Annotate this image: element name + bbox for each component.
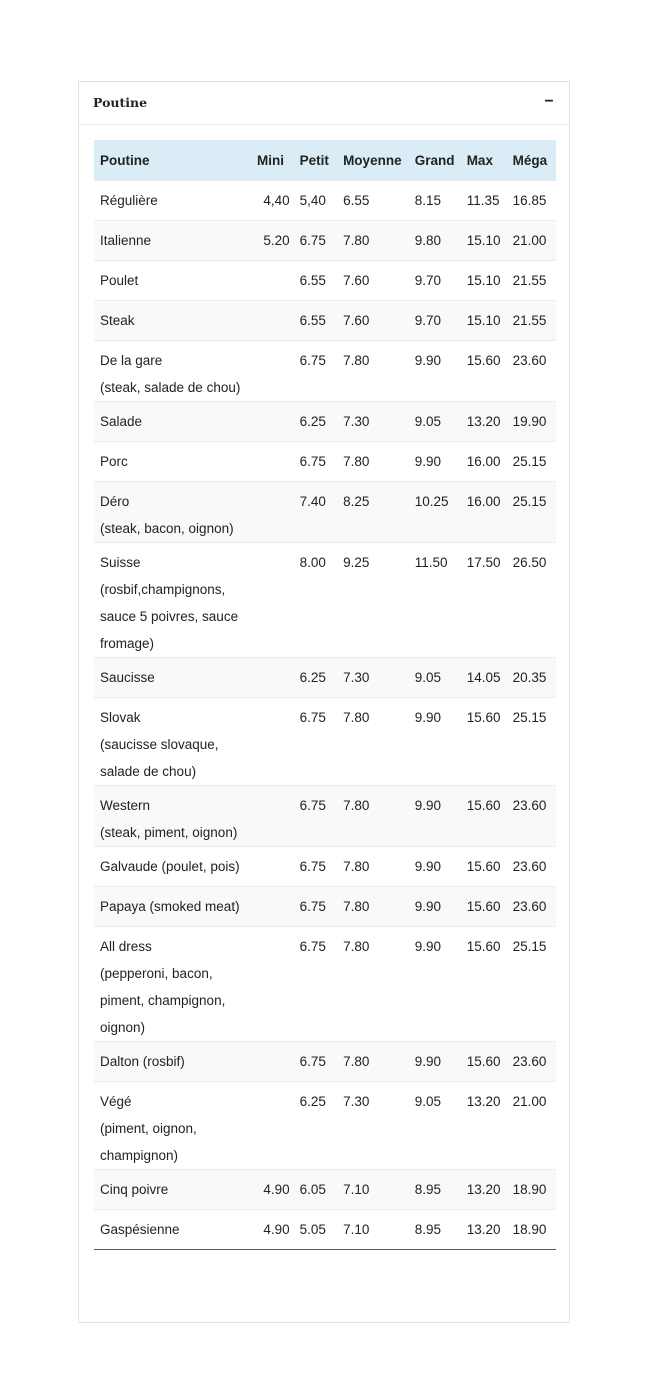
- cell-grand: 8.95: [409, 1210, 461, 1250]
- table-row: [94, 1082, 556, 1170]
- item-description: (steak, piment, oignon): [100, 825, 238, 840]
- cell-moyenne: 7.10: [337, 1210, 409, 1250]
- header-moyenne: Moyenne: [337, 140, 409, 181]
- item-name: Déro: [100, 494, 130, 509]
- item-name: Galvaude (poulet, pois): [100, 859, 240, 874]
- collapse-icon[interactable]: −: [544, 93, 554, 110]
- cell-petit: 6.75: [294, 786, 337, 847]
- item-name: Gaspésienne: [100, 1222, 180, 1237]
- table-row: [94, 1210, 556, 1250]
- cell-max: 15.60: [461, 698, 507, 786]
- cell-item-name: [94, 847, 251, 887]
- table-row: [94, 927, 556, 1042]
- cell-item-name: [94, 1210, 251, 1250]
- cell-mini: [251, 261, 294, 301]
- cell-moyenne: 7.30: [337, 1082, 409, 1170]
- cell-mini: 4.90: [251, 1170, 294, 1210]
- cell-max: 15.10: [461, 261, 507, 301]
- cell-moyenne: 7.30: [337, 658, 409, 698]
- cell-mega: 21.00: [507, 1082, 556, 1170]
- cell-grand: 9.70: [409, 301, 461, 341]
- cell-mega: 25.15: [507, 927, 556, 1042]
- cell-max: 13.20: [461, 1210, 507, 1250]
- cell-grand: 9.70: [409, 261, 461, 301]
- cell-moyenne: 7.10: [337, 1170, 409, 1210]
- table-row: [94, 341, 556, 402]
- cell-petit: 7.40: [294, 482, 337, 543]
- table-row: [94, 658, 556, 698]
- table-row: [94, 698, 556, 786]
- accordion-title: Poutine: [93, 95, 148, 110]
- cell-moyenne: 7.80: [337, 887, 409, 927]
- cell-grand: 9.90: [409, 927, 461, 1042]
- cell-mini: [251, 698, 294, 786]
- poutine-accordion-panel: [78, 81, 570, 1323]
- cell-max: 15.60: [461, 927, 507, 1042]
- cell-max: 11.35: [461, 181, 507, 221]
- poutine-price-table: [94, 140, 556, 1250]
- cell-mini: [251, 1082, 294, 1170]
- cell-petit: 8.00: [294, 543, 337, 658]
- item-name: Végé: [100, 1094, 132, 1109]
- table-row: [94, 543, 556, 658]
- item-name: Salade: [100, 414, 143, 429]
- item-name: Porc: [100, 454, 128, 469]
- cell-moyenne: 7.30: [337, 402, 409, 442]
- cell-petit: 6.75: [294, 341, 337, 402]
- item-name: Papaya (smoked meat): [100, 899, 240, 914]
- item-name: De la gare: [100, 353, 163, 368]
- item-name: Poulet: [100, 273, 139, 288]
- cell-max: 17.50: [461, 543, 507, 658]
- cell-mega: 23.60: [507, 887, 556, 927]
- cell-grand: 9.05: [409, 1082, 461, 1170]
- cell-mega: 20.35: [507, 658, 556, 698]
- cell-item-name: [94, 482, 251, 543]
- cell-item-name: [94, 1042, 251, 1082]
- cell-mini: 4.90: [251, 1210, 294, 1250]
- table-row: [94, 442, 556, 482]
- cell-petit: 6.05: [294, 1170, 337, 1210]
- cell-petit: 5.05: [294, 1210, 337, 1250]
- cell-grand: 9.05: [409, 658, 461, 698]
- cell-item-name: [94, 402, 251, 442]
- cell-moyenne: 8.25: [337, 482, 409, 543]
- cell-item-name: [94, 301, 251, 341]
- item-description: (pepperoni, bacon, piment, champignon, oignon): [100, 966, 226, 1035]
- cell-item-name: [94, 341, 251, 402]
- cell-grand: 11.50: [409, 543, 461, 658]
- table-header-row: [94, 140, 556, 181]
- cell-petit: 6.75: [294, 887, 337, 927]
- item-description: (rosbif,champignons, sauce 5 poivres, sauce fromage): [100, 582, 239, 651]
- item-name: Italienne: [100, 233, 152, 248]
- table-row: [94, 786, 556, 847]
- cell-item-name: [94, 442, 251, 482]
- cell-max: 16.00: [461, 482, 507, 543]
- cell-grand: 9.90: [409, 887, 461, 927]
- cell-moyenne: 7.80: [337, 442, 409, 482]
- cell-mini: [251, 301, 294, 341]
- cell-petit: 6.55: [294, 261, 337, 301]
- header-max: Max: [461, 140, 507, 181]
- cell-mini: [251, 786, 294, 847]
- table-row: [94, 301, 556, 341]
- item-name: Western: [100, 798, 151, 813]
- cell-mega: 23.60: [507, 341, 556, 402]
- cell-max: 15.60: [461, 1042, 507, 1082]
- cell-grand: 9.80: [409, 221, 461, 261]
- cell-grand: 9.90: [409, 847, 461, 887]
- cell-mega: 21.00: [507, 221, 556, 261]
- cell-item-name: [94, 181, 251, 221]
- cell-max: 13.20: [461, 1170, 507, 1210]
- cell-item-name: [94, 1170, 251, 1210]
- cell-mini: [251, 482, 294, 543]
- cell-petit: 6.75: [294, 847, 337, 887]
- cell-moyenne: 7.60: [337, 261, 409, 301]
- cell-item-name: [94, 698, 251, 786]
- cell-moyenne: 7.80: [337, 786, 409, 847]
- cell-item-name: [94, 221, 251, 261]
- cell-item-name: [94, 927, 251, 1042]
- cell-moyenne: 7.80: [337, 927, 409, 1042]
- cell-max: 15.10: [461, 301, 507, 341]
- cell-petit: 6.25: [294, 658, 337, 698]
- cell-moyenne: 9.25: [337, 543, 409, 658]
- cell-mega: 25.15: [507, 482, 556, 543]
- cell-grand: 8.15: [409, 181, 461, 221]
- cell-petit: 6.75: [294, 927, 337, 1042]
- cell-mini: [251, 847, 294, 887]
- header-petit: Petit: [294, 140, 337, 181]
- cell-mega: 25.15: [507, 442, 556, 482]
- cell-mega: 21.55: [507, 261, 556, 301]
- cell-mini: [251, 1042, 294, 1082]
- cell-max: 13.20: [461, 1082, 507, 1170]
- cell-mega: 23.60: [507, 786, 556, 847]
- table-row: [94, 1170, 556, 1210]
- cell-item-name: [94, 261, 251, 301]
- cell-mega: 23.60: [507, 847, 556, 887]
- cell-max: 13.20: [461, 402, 507, 442]
- cell-item-name: [94, 543, 251, 658]
- cell-item-name: [94, 887, 251, 927]
- cell-petit: 6.55: [294, 301, 337, 341]
- cell-item-name: [94, 786, 251, 847]
- table-row: [94, 847, 556, 887]
- cell-petit: 6.75: [294, 442, 337, 482]
- cell-mini: [251, 658, 294, 698]
- cell-mega: 19.90: [507, 402, 556, 442]
- cell-petit: 6.75: [294, 1042, 337, 1082]
- cell-mini: 4,40: [251, 181, 294, 221]
- cell-mega: 21.55: [507, 301, 556, 341]
- cell-item-name: [94, 1082, 251, 1170]
- cell-moyenne: 7.80: [337, 1042, 409, 1082]
- cell-mini: [251, 402, 294, 442]
- cell-mega: 18.90: [507, 1210, 556, 1250]
- item-name: All dress: [100, 939, 152, 954]
- cell-mini: [251, 927, 294, 1042]
- cell-max: 14.05: [461, 658, 507, 698]
- cell-grand: 10.25: [409, 482, 461, 543]
- accordion-header[interactable]: [79, 82, 569, 125]
- header-mini: Mini: [251, 140, 294, 181]
- cell-mini: [251, 887, 294, 927]
- cell-moyenne: 7.80: [337, 341, 409, 402]
- item-name: Slovak: [100, 710, 141, 725]
- cell-moyenne: 7.80: [337, 698, 409, 786]
- cell-max: 15.60: [461, 847, 507, 887]
- cell-petit: 6.25: [294, 1082, 337, 1170]
- cell-grand: 9.90: [409, 1042, 461, 1082]
- cell-mini: [251, 442, 294, 482]
- cell-grand: 8.95: [409, 1170, 461, 1210]
- cell-max: 15.60: [461, 887, 507, 927]
- cell-max: 15.10: [461, 221, 507, 261]
- cell-moyenne: 7.80: [337, 221, 409, 261]
- cell-mini: [251, 543, 294, 658]
- header-mega: Méga: [507, 140, 556, 181]
- table-row: [94, 1042, 556, 1082]
- cell-grand: 9.90: [409, 442, 461, 482]
- cell-grand: 9.90: [409, 341, 461, 402]
- table-row: [94, 887, 556, 927]
- table-row: [94, 482, 556, 543]
- table-row: [94, 402, 556, 442]
- cell-moyenne: 6.55: [337, 181, 409, 221]
- item-description: (piment, oignon, champignon): [100, 1121, 197, 1163]
- item-name: Saucisse: [100, 670, 155, 685]
- item-name: Steak: [100, 313, 135, 328]
- cell-mega: 16.85: [507, 181, 556, 221]
- cell-grand: 9.05: [409, 402, 461, 442]
- cell-mega: 18.90: [507, 1170, 556, 1210]
- item-description: (steak, bacon, oignon): [100, 521, 234, 536]
- cell-mega: 23.60: [507, 1042, 556, 1082]
- cell-mega: 25.15: [507, 698, 556, 786]
- cell-grand: 9.90: [409, 698, 461, 786]
- item-description: (steak, salade de chou): [100, 380, 241, 395]
- item-name: Dalton (rosbif): [100, 1054, 185, 1069]
- cell-petit: 5,40: [294, 181, 337, 221]
- cell-petit: 6.75: [294, 698, 337, 786]
- cell-mega: 26.50: [507, 543, 556, 658]
- cell-max: 15.60: [461, 786, 507, 847]
- cell-mini: [251, 341, 294, 402]
- header-poutine: Poutine: [94, 140, 251, 181]
- cell-item-name: [94, 658, 251, 698]
- item-name: Régulière: [100, 193, 158, 208]
- cell-moyenne: 7.80: [337, 847, 409, 887]
- table-row: [94, 221, 556, 261]
- cell-mini: 5.20: [251, 221, 294, 261]
- table-row: [94, 181, 556, 221]
- cell-moyenne: 7.60: [337, 301, 409, 341]
- cell-petit: 6.75: [294, 221, 337, 261]
- cell-max: 15.60: [461, 341, 507, 402]
- cell-petit: 6.25: [294, 402, 337, 442]
- item-description: (saucisse slovaque, salade de chou): [100, 737, 219, 779]
- header-grand: Grand: [409, 140, 461, 181]
- item-name: Suisse: [100, 555, 141, 570]
- table-row: [94, 261, 556, 301]
- cell-max: 16.00: [461, 442, 507, 482]
- item-name: Cinq poivre: [100, 1182, 169, 1197]
- cell-grand: 9.90: [409, 786, 461, 847]
